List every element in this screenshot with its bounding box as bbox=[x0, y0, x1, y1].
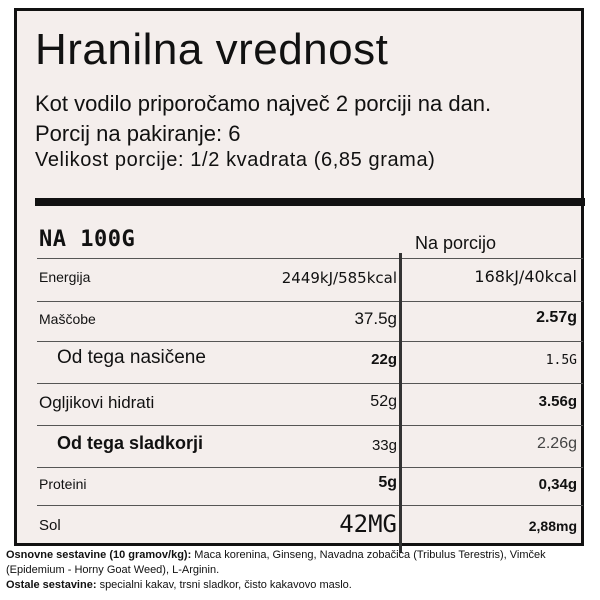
sugars-per100: 33g bbox=[371, 437, 397, 454]
carbs-per100: 52g bbox=[370, 393, 397, 410]
row-divider bbox=[37, 467, 583, 468]
protein-per100: 5g bbox=[378, 474, 397, 491]
main-ingredients-text: Maca korenina, Ginseng, Navadna zobačica (Tribulus Terestris), Vimček (Epidemium - Horny Goat Weed), L-Arginin. bbox=[6, 549, 546, 576]
panel-title: Hranilna vrednost bbox=[35, 25, 389, 74]
other-ingredients-label: Ostale sestavine: bbox=[6, 579, 97, 591]
nutrition-panel bbox=[14, 8, 584, 546]
serving-advice: Kot vodilo priporočamo največ 2 porciji na dan. bbox=[35, 91, 492, 116]
thick-divider bbox=[35, 198, 585, 206]
row-label-saturated: Od tega nasičene bbox=[57, 347, 206, 368]
row-label-sugars: Od tega sladkorji bbox=[57, 433, 204, 453]
protein-portion: 0,34g bbox=[538, 476, 577, 493]
other-ingredients-text: specialni kakav, trsni sladkor, čisto kakavovo maslo. bbox=[99, 579, 352, 591]
servings-per-package: Porcij na pakiranje: 6 bbox=[35, 121, 241, 146]
ingredients-footer bbox=[6, 548, 596, 593]
header-per-portion: Na porcijo bbox=[415, 233, 497, 253]
row-label-carbs: Ogljikovi hidrati bbox=[39, 393, 155, 412]
row-label-fat: Maščobe bbox=[39, 311, 96, 327]
row-divider bbox=[37, 505, 583, 506]
serving-size: Velikost porcije: 1/2 kvadrata (6,85 grama) bbox=[35, 149, 436, 171]
row-divider bbox=[37, 383, 583, 384]
row-label-energy: Energija bbox=[39, 269, 91, 285]
energy-per100: 2449kJ/585kcal bbox=[281, 269, 397, 287]
saturated-per100: 22g bbox=[371, 351, 397, 368]
carbs-portion: 3.56g bbox=[538, 393, 577, 410]
fat-per100: 37.5g bbox=[354, 309, 397, 328]
column-divider bbox=[399, 253, 402, 553]
header-per-100g: NA 100G bbox=[39, 227, 136, 252]
row-divider bbox=[37, 341, 583, 342]
sugars-portion: 2.26g bbox=[536, 435, 577, 452]
salt-per100: 42MG bbox=[339, 510, 397, 538]
row-label-salt: Sol bbox=[39, 517, 61, 534]
fat-portion: 2.57g bbox=[536, 309, 577, 326]
row-divider bbox=[37, 301, 583, 302]
salt-portion: 2,88mg bbox=[528, 518, 577, 534]
row-label-protein: Proteini bbox=[39, 476, 87, 492]
energy-portion: 168kJ/40kcal bbox=[474, 267, 577, 286]
row-divider bbox=[37, 258, 583, 259]
row-divider bbox=[37, 425, 583, 426]
saturated-portion: 1.5G bbox=[545, 353, 577, 368]
main-ingredients-label: Osnovne sestavine (10 gramov/kg): bbox=[6, 549, 192, 561]
